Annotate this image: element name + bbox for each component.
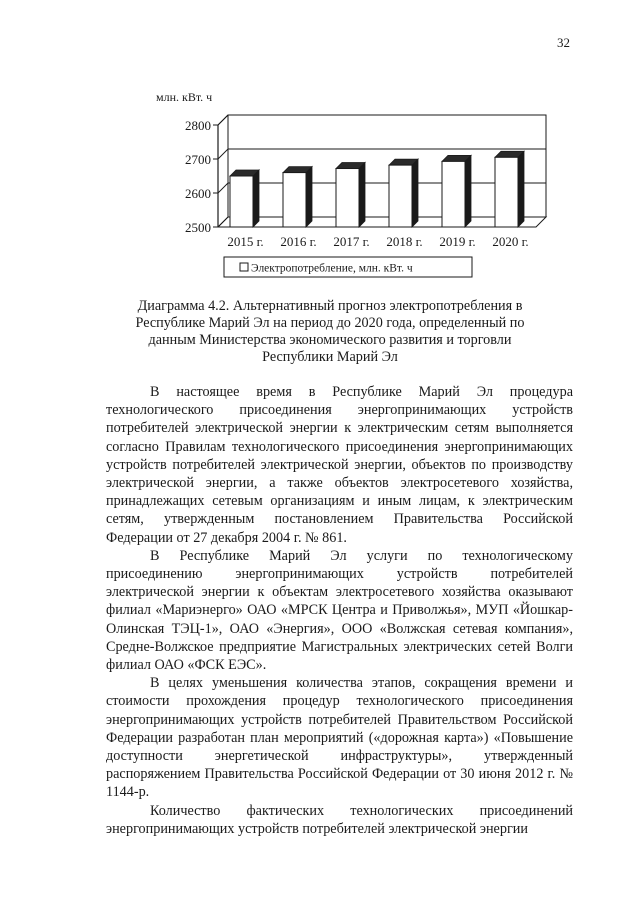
paragraph-4: Количество фактических технологических присоединений энергопринимающих устройств потребителей электрической энергии xyxy=(106,802,573,837)
x-tick-label: 2016 г. xyxy=(280,234,317,249)
bar xyxy=(495,157,518,227)
y-axis-label: млн. кВт. ч xyxy=(156,90,213,104)
bar-chart-svg xyxy=(150,85,560,285)
x-tick-label: 2015 г. xyxy=(227,234,264,249)
y-tick-label: 2800 xyxy=(185,118,211,133)
page-number: 32 xyxy=(557,35,570,50)
bar xyxy=(389,165,412,227)
y-tick-label: 2500 xyxy=(185,220,211,235)
legend-label: Электропотребление, млн. кВт. ч xyxy=(251,262,413,275)
bar-side xyxy=(359,163,365,227)
paragraph-3: В целях уменьшения количества этапов, сокращения времени и стоимости прохождения процедур технологического присоединения энергопринимающих устройств потребителей Правительством Российской Федерации разработан план мероприятий («дорожная карта») «Повышение доступности энергетической инфраструктуры», утвержденный распоряжением Правительства Российской Федерации от 30 июня 2012 г. № 1144-р. xyxy=(106,675,573,801)
body-text xyxy=(106,383,573,838)
x-tick-label: 2019 г. xyxy=(439,234,476,249)
bar-side xyxy=(253,170,259,227)
y-tick-label: 2700 xyxy=(185,152,211,167)
bar-side xyxy=(465,155,471,227)
x-tick-label: 2017 г. xyxy=(333,234,370,249)
paragraph-2: В Республике Марий Эл услуги по технологическому присоединению энергопринимающих устройств потребителей электрической энергии к объектам электросетевого хозяйства оказывают филиал «Мариэнерго» ОАО «МРСК Центра и Приволжья», МУП «Йошкар-Олинская ТЭЦ-1», ОАО «Энергия», ООО «Волжская сетевая компания», Средне-Волжское предприятие Магистральных электрических сетей Волги филиал ОАО «ФСК ЕЭС». xyxy=(106,547,573,674)
bar-side xyxy=(518,151,524,227)
bar xyxy=(336,169,359,227)
figure-caption: Диаграмма 4.2. Альтернативный прогноз электропотребления в Республике Марий Эл на период до 2020 года, определенный по данным Министерства экономического развития и торговли Республики Марий Эл xyxy=(135,298,525,365)
y-tick-label: 2600 xyxy=(185,186,211,201)
x-tick-label: 2018 г. xyxy=(386,234,423,249)
bar-chart xyxy=(150,85,560,285)
x-tick-label: 2020 г. xyxy=(492,234,529,249)
bar xyxy=(283,173,306,227)
bar xyxy=(442,161,465,227)
bar xyxy=(230,176,253,227)
legend-swatch xyxy=(240,263,248,271)
bar-side xyxy=(412,159,418,227)
bar-side xyxy=(306,167,312,227)
paragraph-1: В настоящее время в Республике Марий Эл процедура технологического присоединения энергопринимающих устройств потребителей электрической энергии к электрическим сетям выполняется согласно Правилам технологического присоединения энергопринимающих устройств потребителей электрической энергии, объектов по производству электрической энергии, а также объектов электросетевого хозяйства, принадлежащих сетевым организациям и иным лицам, к электрическим сетям, утвержденным постановлением Правительства Российской Федерации от 27 декабря 2004 г. № 861. xyxy=(106,384,573,546)
